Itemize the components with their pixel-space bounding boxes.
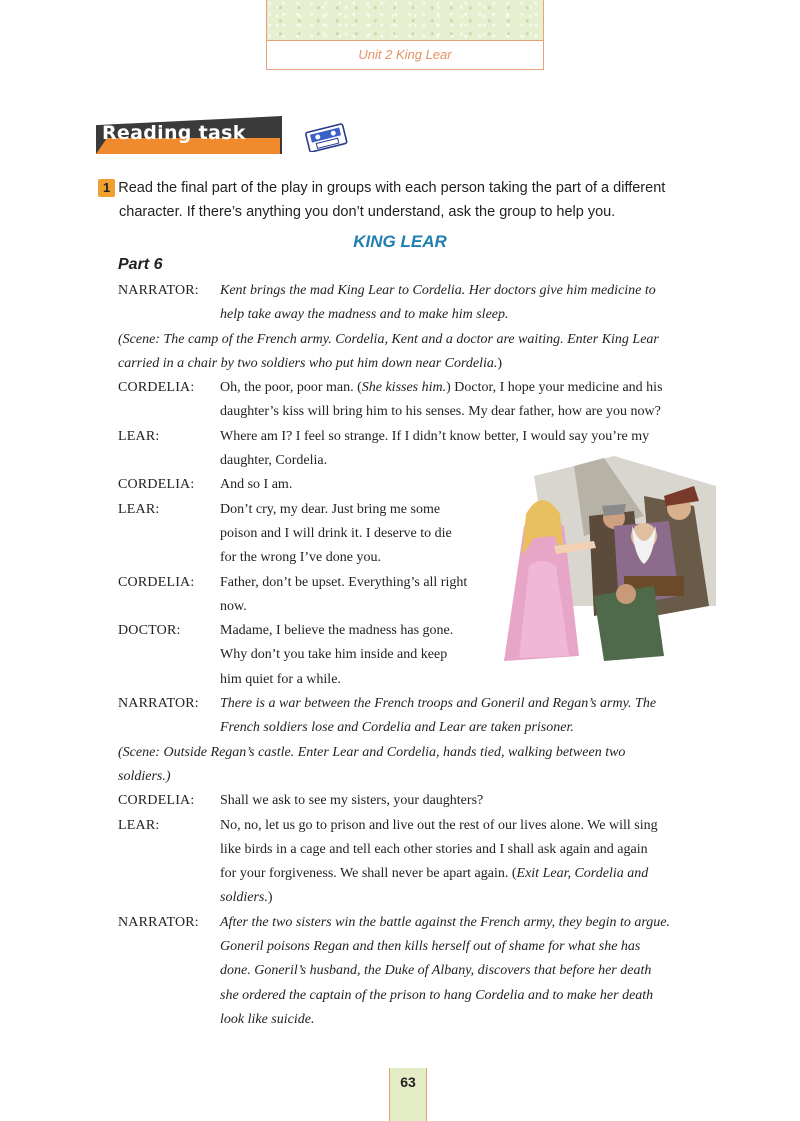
part-title: Part 6 [118, 256, 163, 273]
line-lear-1: LEAR: Where am I? I feel so strange. If I didn’t know better, I would say you’re my daughter, Cordelia. [118, 425, 718, 474]
line-cordelia-4: CORDELIA: Shall we ask to see my sisters, your daughters? [118, 789, 718, 813]
line-cordelia-2: CORDELIA: And so I am. [118, 473, 718, 497]
line-lear-2: LEAR: Don’t cry, my dear. Just bring me some poison and I will drink it. I deserve to die for the wrong I’ve done you. [118, 498, 718, 571]
line-cordelia-1: CORDELIA: Oh, the poor, poor man. (She kisses him.) Doctor, I hope your medicine and his daughter’s kiss will bring him to his senses. My dear father, how are you now? [118, 376, 718, 425]
speaker: NARRATOR: [118, 283, 199, 298]
section-title: Reading task [102, 122, 246, 144]
section-banner [96, 116, 286, 158]
stage-direction-2: (Scene: Outside Regan’s castle. Enter Lear and Cordelia, hands tied, walking between two soldiers.) [118, 744, 626, 784]
line-narrator-3: NARRATOR: After the two sisters win the battle against the French army, they begin to argue. Goneril poisons Regan and then kills herself out of shame for what she has done. Goneril’s husband, the Duke of Albany, discovers that before her death she ordered the captain of the prison to hang Cordelia and to make her death look like suicide. [118, 911, 718, 1032]
speaker: LEAR: [118, 501, 160, 517]
line-narrator-1: NARRATOR: Kent brings the mad King Lear to Cordelia. Her doctors give him medicine to help take away the madness and to make him sleep. [118, 279, 718, 328]
speaker: DOCTOR: [118, 623, 181, 639]
page-number: 63 [389, 1068, 427, 1121]
speaker: LEAR: [118, 428, 160, 444]
line-narrator-2: NARRATOR: There is a war between the French troops and Goneril and Regan’s army. The French soldiers lose and Cordelia and Lear are taken prisoner. [118, 692, 718, 741]
speaker: NARRATOR: [118, 914, 199, 930]
king-lear-illustration [494, 456, 716, 668]
line-cordelia-3: CORDELIA: Father, don’t be upset. Everything’s all right now. [118, 571, 718, 620]
speaker: LEAR: [118, 817, 160, 833]
unit-title: Unit 2 King Lear [358, 47, 452, 62]
stage-direction-1: (Scene: The camp of the French army. Cordelia, Kent and a doctor are waiting. Enter King Lear carried in a chair by two soldiers who put him down near Cordelia.) [118, 331, 659, 371]
unit-header [266, 0, 544, 70]
header-pattern [267, 0, 543, 41]
speaker: CORDELIA: [118, 477, 195, 493]
task-instruction: 1 Read the final part of the play in groups with each person taking the part of a different character. If there’s anything you don’t understand, ask the group to help you. [98, 176, 738, 224]
play-title: KING LEAR [353, 232, 447, 251]
cassette-tape-icon [303, 122, 349, 152]
line-doctor-1: DOCTOR: Madame, I believe the madness has gone. Why don’t you take him inside and keep him quiet for a while. [118, 619, 718, 692]
line-lear-3: LEAR: No, no, let us go to prison and live out the rest of our lives alone. We will sing like birds in a cage and tell each other stories and I shall ask again and again for your forgiveness. We shall never be apart again. (Exit Lear, Cordelia and soldiers.) [118, 814, 718, 911]
speaker: CORDELIA: [118, 380, 195, 396]
speaker: NARRATOR: [118, 696, 199, 712]
speaker: CORDELIA: [118, 574, 195, 590]
speaker: CORDELIA: [118, 793, 195, 809]
task-number: 1 [98, 179, 115, 197]
